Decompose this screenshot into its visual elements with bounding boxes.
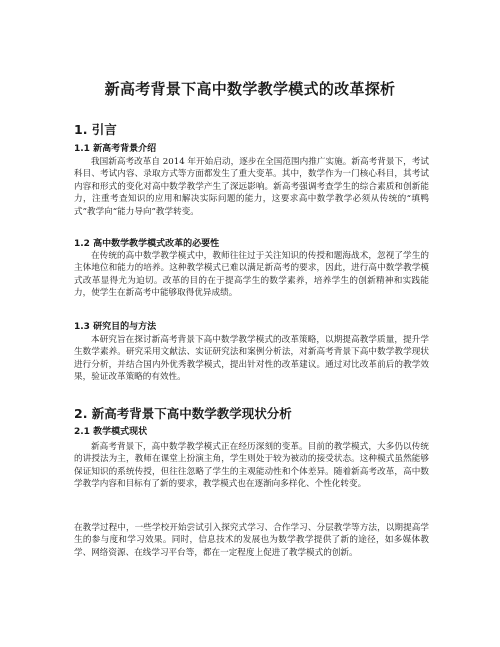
paragraph-1-2: 在传统的高中数学教学模式中，教师往往过于关注知识的传授和题海战术，忽视了学生的主体地位和能力的培养。这种教学模式已难以满足新高考的要求，因此，进行高中数学教学模式改革显得尤为迫切。改革的目的在于提高学生的数学素养，培养学生的创新精神和实践能力，使学生在新高考中能够取得优异成绩。 <box>74 251 429 299</box>
section-heading-current-status: 2. 新高考背景下高中数学教学现状分析 <box>74 406 292 421</box>
document-title: 新高考背景下高中数学教学模式的改革探析 <box>104 80 396 98</box>
subsection-heading-1-1: 1.1 新高考背景介绍 <box>74 144 157 154</box>
paragraph-1-1: 我国新高考改革自 2014 年开始启动，逐步在全国范围内推广实施。新高考背景下，考试科目、考试内容、录取方式等方面都发生了重大变革。其中，数学作为一门核心科目，其考试内容和形式的变化对高中数学教学产生了深远影响。新高考强调考查学生的综合素质和创新能力，注重考查知识的应用和解决实际问题的能力，这要求高中数学教学必须从传统的“填鸭式”教学向“能力导向”教学转变。 <box>74 157 429 217</box>
section-heading-introduction: 1. 引言 <box>74 122 117 137</box>
subsection-heading-1-2: 1.2 高中数学教学模式改革的必要性 <box>74 239 220 249</box>
paragraph-2-1-b: 在教学过程中，一些学校开始尝试引入探究式学习、合作学习、分层教学等方法，以期提高学生的参与度和学习效果。同时，信息技术的发展也为数学教学提供了新的途径，如多媒体教学、网络资源、在线学习平台等，都在一定程度上促进了教学模式的创新。 <box>74 523 429 558</box>
paragraph-2-1-a: 新高考背景下，高中数学教学模式正在经历深刻的变革。目前的教学模式，大多仍以传统的讲授法为主，教师在课堂上扮演主角，学生则处于较为被动的接受状态。这种模式虽然能够保证知识的系统传授，但往往忽略了学生的主观能动性和个体差异。随着新高考改革，高中数学教学内容和目标有了新的要求，教学模式也在逐渐向多样化、个性化转变。 <box>74 442 429 490</box>
subsection-heading-2-1: 2.1 教学模式现状 <box>74 427 148 437</box>
paragraph-1-3: 本研究旨在探讨新高考背景下高中数学教学模式的改革策略，以期提高教学质量，提升学生数学素养。研究采用文献法、实证研究法和案例分析法，对新高考背景下高中数学教学现状进行分析，并结合国内外优秀教学模式，提出针对性的改革建议。通过对比改革前后的教学效果，验证改革策略的有效性。 <box>74 335 429 383</box>
subsection-heading-1-3: 1.3 研究目的与方法 <box>74 322 157 332</box>
